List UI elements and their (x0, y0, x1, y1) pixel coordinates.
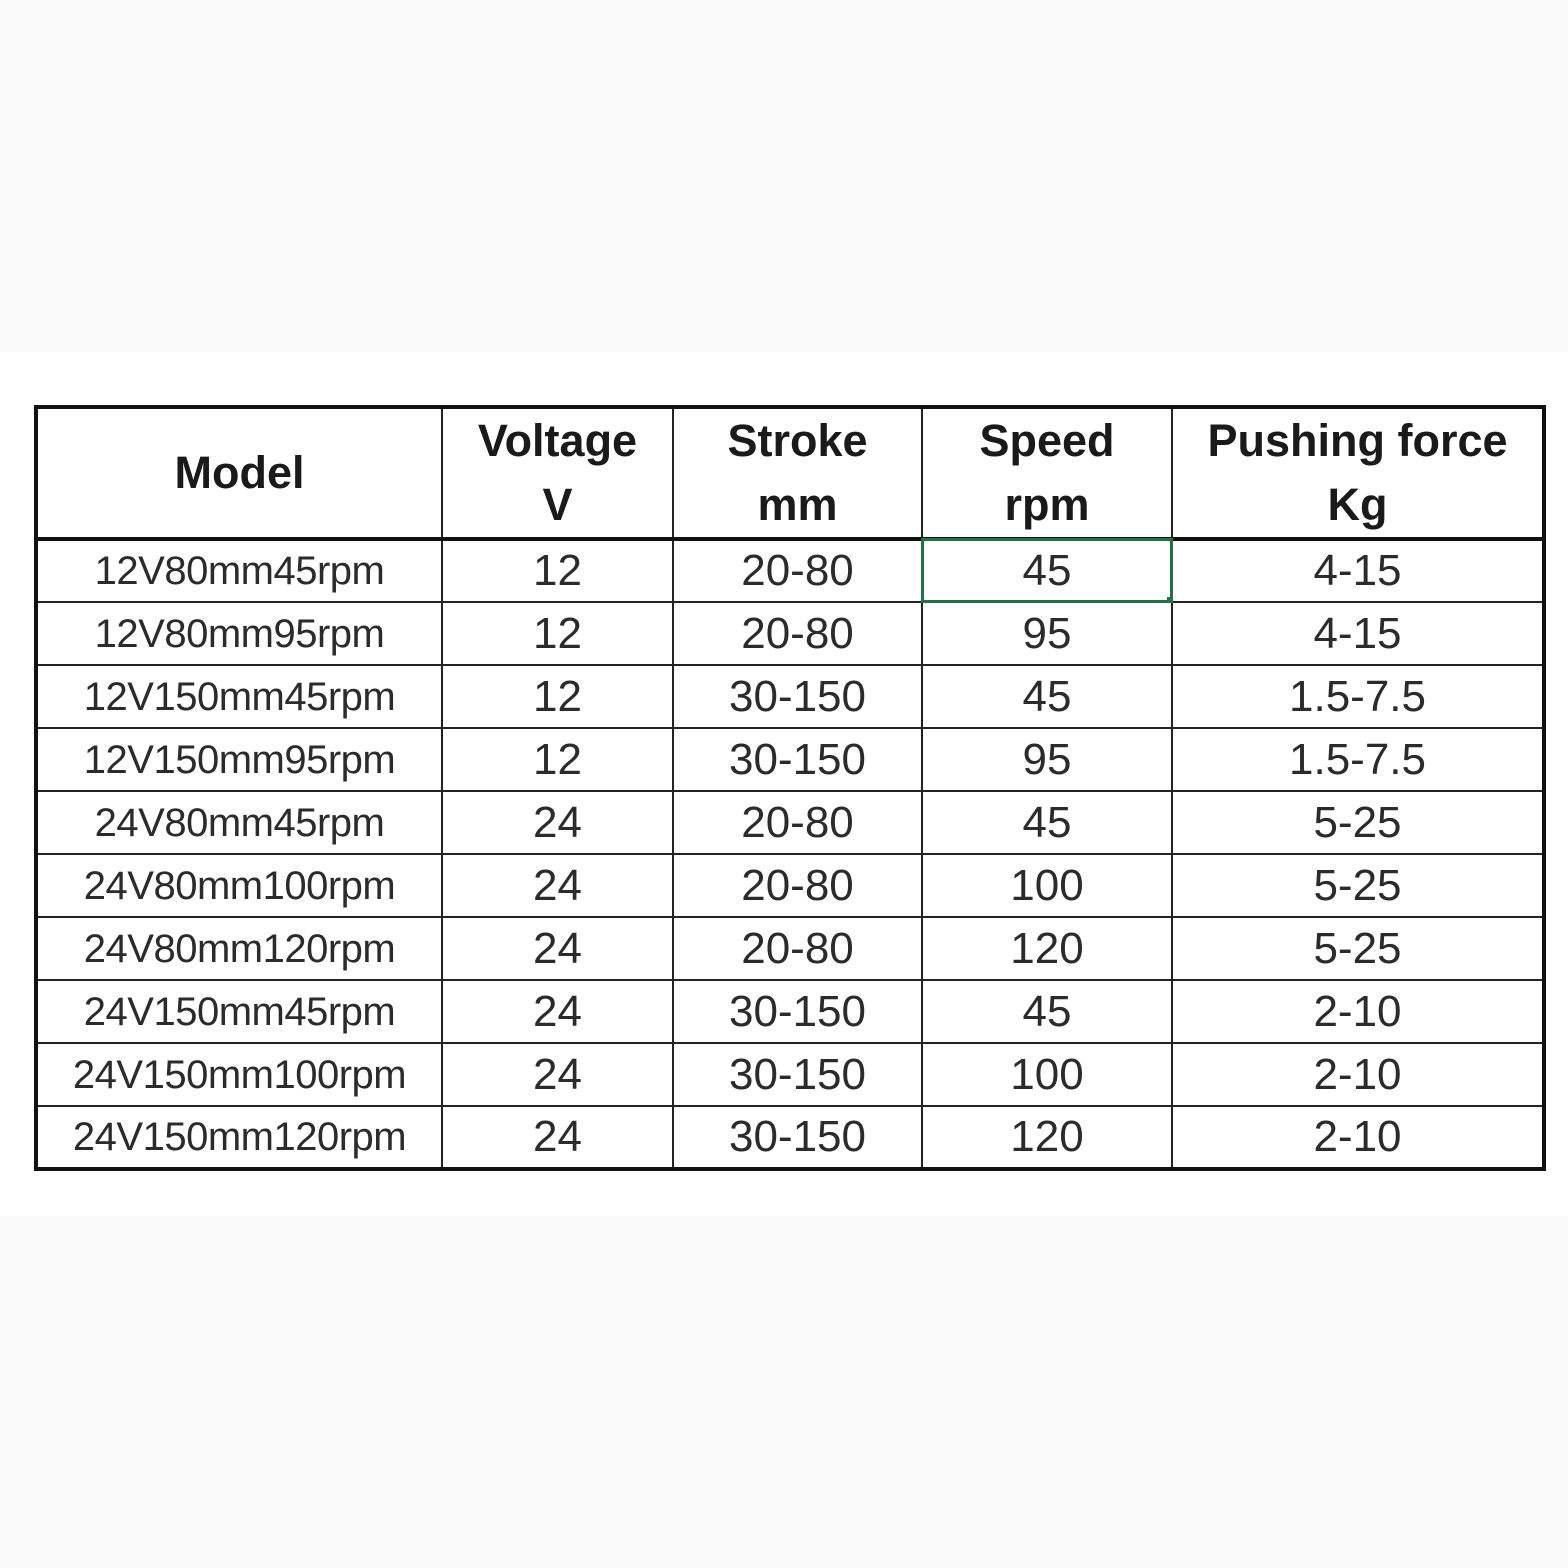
table-row (36, 1043, 1544, 1106)
cell-pushing-force[interactable]: 2-10 (1172, 1043, 1544, 1106)
cell-voltage[interactable]: 12 (442, 665, 673, 728)
cell-speed[interactable]: 100 (922, 1043, 1172, 1106)
cell-voltage[interactable]: 24 (442, 917, 673, 980)
header-voltage-unit: V (542, 479, 573, 530)
header-stroke-unit: mm (757, 479, 838, 530)
header-pushing-force-unit: Kg (1327, 479, 1388, 530)
table-row (36, 917, 1544, 980)
cell-voltage[interactable]: 24 (442, 1106, 673, 1169)
cell-speed[interactable]: 45 (922, 665, 1172, 728)
cell-model[interactable]: 24V150mm45rpm (36, 980, 442, 1043)
cell-voltage[interactable]: 24 (442, 980, 673, 1043)
header-pushing-force-label: Pushing force (1207, 415, 1508, 466)
table-row (36, 728, 1544, 791)
cell-stroke[interactable]: 20-80 (673, 539, 922, 602)
spec-table (34, 405, 1546, 1171)
cell-stroke[interactable]: 20-80 (673, 917, 922, 980)
table-row (36, 854, 1544, 917)
header-speed-label: Speed (979, 415, 1115, 466)
header-row (36, 407, 1544, 539)
cell-speed[interactable]: 95 (922, 728, 1172, 791)
table-row (36, 539, 1544, 602)
cell-model[interactable]: 12V80mm45rpm (36, 539, 442, 602)
cell-speed-value: 45 (1022, 546, 1072, 595)
cell-stroke[interactable]: 20-80 (673, 791, 922, 854)
cell-model[interactable]: 12V150mm95rpm (36, 728, 442, 791)
cell-pushing-force[interactable]: 4-15 (1172, 539, 1544, 602)
cell-model[interactable]: 24V80mm120rpm (36, 917, 442, 980)
cell-voltage[interactable]: 12 (442, 539, 673, 602)
cell-stroke[interactable]: 30-150 (673, 1043, 922, 1106)
header-stroke[interactable] (673, 407, 922, 539)
cell-speed[interactable]: 45 (922, 980, 1172, 1043)
cell-speed[interactable]: 120 (922, 917, 1172, 980)
cell-stroke[interactable]: 30-150 (673, 980, 922, 1043)
header-speed[interactable] (922, 407, 1172, 539)
table-row (36, 602, 1544, 665)
cell-model[interactable]: 24V80mm45rpm (36, 791, 442, 854)
header-pushing-force[interactable] (1172, 407, 1544, 539)
table-row (36, 1106, 1544, 1169)
cell-pushing-force[interactable]: 5-25 (1172, 791, 1544, 854)
cell-stroke[interactable]: 20-80 (673, 854, 922, 917)
header-voltage[interactable] (442, 407, 673, 539)
header-voltage-label: Voltage (477, 415, 638, 466)
cell-model[interactable]: 12V80mm95rpm (36, 602, 442, 665)
cell-speed-selected[interactable] (922, 539, 1172, 602)
cell-pushing-force[interactable]: 4-15 (1172, 602, 1544, 665)
cell-voltage[interactable]: 24 (442, 1043, 673, 1106)
header-model[interactable] (36, 407, 442, 539)
cell-stroke[interactable]: 30-150 (673, 665, 922, 728)
header-speed-unit: rpm (1004, 479, 1090, 530)
cell-pushing-force[interactable]: 1.5-7.5 (1172, 665, 1544, 728)
cell-stroke[interactable]: 30-150 (673, 728, 922, 791)
table-row (36, 980, 1544, 1043)
cell-stroke[interactable]: 30-150 (673, 1106, 922, 1169)
cell-pushing-force[interactable]: 2-10 (1172, 980, 1544, 1043)
cell-model[interactable]: 24V150mm100rpm (36, 1043, 442, 1106)
cell-pushing-force[interactable]: 1.5-7.5 (1172, 728, 1544, 791)
fill-handle[interactable] (1167, 597, 1172, 602)
cell-pushing-force[interactable]: 2-10 (1172, 1106, 1544, 1169)
cell-model[interactable]: 12V150mm45rpm (36, 665, 442, 728)
cell-speed[interactable]: 95 (922, 602, 1172, 665)
cell-speed[interactable]: 100 (922, 854, 1172, 917)
cell-speed[interactable]: 120 (922, 1106, 1172, 1169)
table-row (36, 791, 1544, 854)
cell-model[interactable]: 24V80mm100rpm (36, 854, 442, 917)
cell-pushing-force[interactable]: 5-25 (1172, 854, 1544, 917)
cell-voltage[interactable]: 12 (442, 602, 673, 665)
cell-voltage[interactable]: 24 (442, 854, 673, 917)
table-row (36, 665, 1544, 728)
cell-voltage[interactable]: 24 (442, 791, 673, 854)
cell-pushing-force[interactable]: 5-25 (1172, 917, 1544, 980)
cell-stroke[interactable]: 20-80 (673, 602, 922, 665)
cell-voltage[interactable]: 12 (442, 728, 673, 791)
cell-model[interactable]: 24V150mm120rpm (36, 1106, 442, 1169)
header-stroke-label: Stroke (727, 415, 868, 466)
header-model-label: Model (174, 447, 305, 498)
cell-speed[interactable]: 45 (922, 791, 1172, 854)
